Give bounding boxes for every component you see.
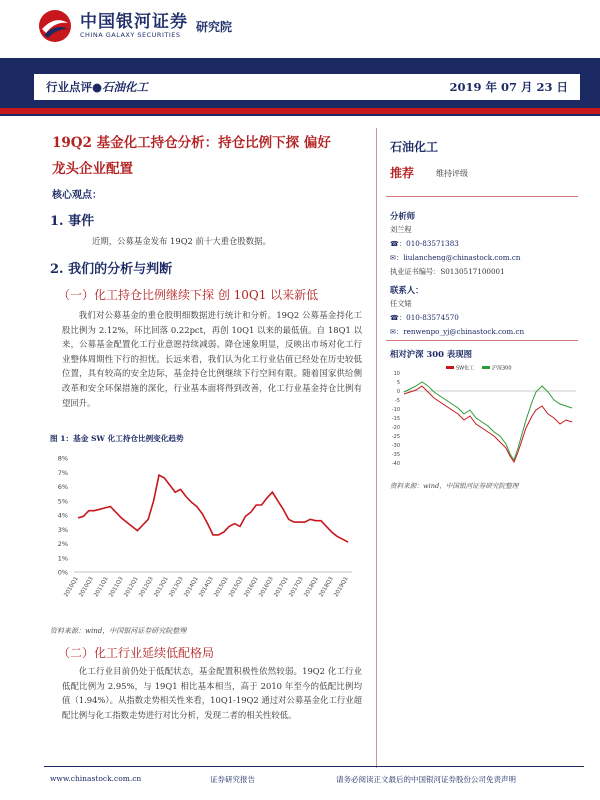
- relative-performance-title: 相对沪深 300 表现图: [390, 349, 472, 359]
- x-tick-label: 2012Q3: [138, 576, 155, 599]
- y-tick-label: 0%: [57, 568, 68, 577]
- subsection-1-text: 我们对公募基金的重仓股明细数据进行统计和分析。19Q2 公募基金持化工股比例为 2.12%，环比回落 0.22pct，再创 10Q1 以来的最低值。自 18Q1 以来，公募基金配置化工行业意愿持续减弱、降仓速象明显，反映出市场对化工行业整体周期性下行的担忧。长远来看，我们认为化工行业估值已经处在历史较低位置，具有较高的安全边际，基金持仓比例继续下行空间有限。随着国家供给侧改革和安全环保措施的深化，行业基本面将得到改善，化工行业基金持仓比例有望回升。: [62, 310, 362, 408]
- subsection-1-title: （一）化工持仓比例继续下探 创 10Q1 以来新低: [58, 288, 319, 302]
- x-tick-label: 2019Q1: [333, 576, 350, 599]
- mini-tick: -20: [391, 425, 400, 431]
- mini-tick: -30: [391, 443, 400, 449]
- relative-performance-source: 资料来源：wind，中国银河证券研究院整理: [390, 482, 519, 490]
- core-viewpoint-label: 核心观点：: [52, 190, 102, 201]
- column-divider: [376, 128, 377, 768]
- analyst-cert: 执业证书编号：S0130517100001: [390, 267, 505, 276]
- x-tick-label: 2017Q3: [288, 576, 305, 599]
- figure-1-title: 图 1：基金 SW 化工持仓比例变化趋势: [50, 434, 184, 443]
- footer-url[interactable]: www.chinastock.com.cn: [50, 774, 142, 783]
- x-tick-label: 2017Q1: [273, 576, 290, 599]
- y-tick-label: 6%: [57, 483, 68, 491]
- sidebar-rule: [386, 196, 578, 197]
- figure-1-source: 资料来源：wind，中国银河证券研究院整理: [50, 627, 187, 635]
- analyst-name: 刘兰程: [390, 225, 412, 234]
- x-tick-label: 2011Q1: [93, 576, 110, 599]
- footer-label: 证券研究报告: [210, 775, 255, 784]
- logo-area: [38, 6, 232, 46]
- title-line-1: 19Q2 基金化工持仓分析：持仓比例下探 偏好: [52, 135, 331, 151]
- report-date: 2019 年 07 月 23 日: [449, 80, 568, 94]
- series-line: [78, 475, 348, 542]
- x-tick-label: 2011Q3: [108, 576, 125, 599]
- analyst-phone: ☎：010-83571383: [390, 239, 459, 248]
- sidebar-rule-2: [386, 340, 578, 341]
- y-tick-label: 5%: [57, 497, 68, 506]
- report-type: 行业点评●: [46, 80, 103, 94]
- report-title: [52, 130, 372, 182]
- y-tick-label: 3%: [57, 525, 68, 534]
- legend-swatch-a: [446, 366, 454, 369]
- y-tick-label: 8%: [57, 454, 68, 463]
- logo-en-text: CHINA GALAXY SECURITIES: [80, 30, 181, 39]
- legend-label-b: 沪深300: [492, 365, 512, 372]
- x-tick-label: 2010Q1: [63, 576, 80, 599]
- x-tick-label: 2016Q1: [243, 576, 260, 599]
- mini-series-swchem: [404, 386, 572, 462]
- mini-tick: -15: [391, 416, 400, 422]
- x-tick-label: 2013Q3: [168, 576, 185, 599]
- mini-tick: -35: [391, 452, 400, 458]
- contact-heading: 联系人：: [390, 285, 424, 295]
- y-tick-label: 7%: [57, 468, 68, 477]
- x-tick-label: 2010Q3: [78, 576, 95, 599]
- y-tick-label: 1%: [57, 554, 68, 563]
- x-tick-label: 2016Q3: [258, 576, 275, 599]
- contact-name: 任文婊: [390, 299, 412, 308]
- subsection-2-text: 化工行业目前仍处于低配状态，基金配置积极性依然较弱。19Q2 化工行业低配比例为 2.95%，与 19Q1 相比基本相当，高于 2010 年至今的低配比例均值（1.94%）。从指数走势相关性来看，10Q1-19Q2 通过对公募基金化工行业超配比例与化工指数走势进行对比分析，发现二者的相关性较低。: [62, 666, 362, 720]
- x-tick-label: 2013Q1: [153, 576, 170, 599]
- sidebar-category: 石油化工: [390, 140, 439, 154]
- rating-label: 推荐: [390, 166, 415, 180]
- mini-tick: -5: [395, 398, 400, 404]
- legend-label-a: SW化工: [456, 365, 475, 372]
- mini-tick: 0: [396, 389, 400, 395]
- holding-ratio-chart: [44, 448, 364, 624]
- x-tick-label: 2014Q1: [183, 576, 200, 599]
- analyst-heading: 分析师: [390, 211, 416, 221]
- legend-swatch-b: [482, 366, 490, 369]
- logo-cn-text: 中国银河证券: [80, 12, 188, 33]
- x-tick-label: 2014Q3: [198, 576, 215, 599]
- mini-tick: -40: [391, 461, 400, 467]
- contact-email: ✉：renwenpo_yj@chinastock.com.cn: [390, 327, 525, 336]
- footer-disclaimer: 请务必阅读正文最后的中国银河证券股份公司免责声明: [336, 775, 516, 784]
- section-1-title: 1. 事件: [50, 214, 95, 229]
- analyst-email: ✉：liulancheng@chinastock.com.cn: [390, 253, 521, 262]
- banner-info-bar: [34, 74, 580, 100]
- x-tick-label: 2018Q3: [318, 576, 335, 599]
- x-tick-label: 2018Q1: [303, 576, 320, 599]
- footer-rule: [44, 766, 584, 767]
- mini-tick: -10: [391, 407, 400, 413]
- galaxy-logo-icon: [38, 9, 72, 43]
- contact-phone: ☎：010-83574570: [390, 313, 459, 322]
- x-tick-label: 2015Q1: [213, 576, 230, 599]
- mini-tick: 5: [396, 380, 400, 386]
- title-line-2: 龙头企业配置: [52, 161, 133, 177]
- mini-tick: -25: [391, 434, 400, 440]
- y-tick-label: 2%: [57, 540, 68, 548]
- section-1-text: 近期，公募基金发布 19Q2 前十大重仓股数据。: [92, 236, 271, 246]
- x-tick-label: 2012Q1: [123, 576, 140, 599]
- y-tick-label: 4%: [57, 511, 68, 520]
- section-2-title: 2. 我们的分析与判断: [50, 262, 173, 277]
- banner-red-stripe: [0, 108, 600, 114]
- institute-label: 研究院: [196, 19, 233, 34]
- x-tick-label: 2015Q3: [228, 576, 245, 599]
- report-category: 石油化工: [102, 80, 149, 94]
- mini-tick: 10: [393, 371, 400, 377]
- relative-performance-chart: [386, 362, 580, 472]
- rating-maintain: 维持评级: [436, 169, 468, 178]
- subsection-2-title: （二）化工行业延续低配格局: [58, 646, 215, 660]
